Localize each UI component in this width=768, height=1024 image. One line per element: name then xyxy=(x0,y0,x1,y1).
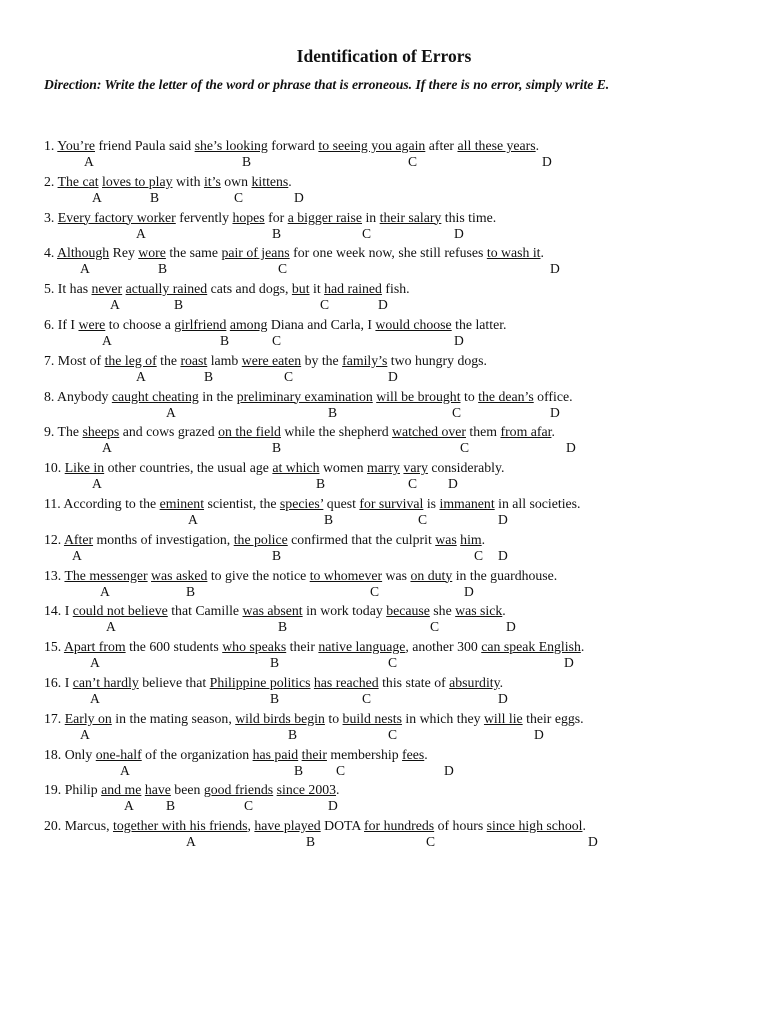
sentence-text: in the guardhouse. xyxy=(452,567,558,583)
choice-letter: A xyxy=(102,333,112,348)
sentence-text: 15. xyxy=(44,639,64,655)
sentence-text: to xyxy=(324,710,343,726)
choice-letter: D xyxy=(328,798,338,814)
choice-letter: D xyxy=(454,333,464,348)
sentence-text: 19. Philip xyxy=(44,782,102,798)
underlined-phrase: wild birds begin xyxy=(235,710,325,726)
choice-letter: D xyxy=(498,691,508,706)
sentence-text: friend Paula said xyxy=(95,138,195,153)
choice-letter: D xyxy=(448,476,458,492)
choice-letter: B xyxy=(166,798,176,814)
sentence-text: , another 300 xyxy=(405,639,482,655)
question-item xyxy=(44,674,744,710)
underlined-phrase: would choose xyxy=(375,317,452,332)
sentence-text: it xyxy=(309,281,325,297)
sentence-text: in the xyxy=(198,388,237,404)
choice-letter: A xyxy=(186,834,196,850)
sentence-text: Diana and Carla, I xyxy=(267,317,376,332)
sentence-text: 7. Most of xyxy=(44,352,105,368)
choice-letter: B xyxy=(270,655,280,671)
underlined-phrase: absurdity xyxy=(449,675,500,690)
question-item xyxy=(44,746,744,782)
choice-letter: B xyxy=(272,225,282,241)
underlined-phrase: him xyxy=(460,531,482,547)
sentence-text: in all societies. xyxy=(494,496,581,511)
underlined-phrase: marry xyxy=(367,460,400,476)
underlined-phrase: have played xyxy=(254,818,321,834)
choice-letter: D xyxy=(542,154,552,169)
choice-letter: C xyxy=(278,261,288,277)
choice-letter: D xyxy=(564,655,574,671)
underlined-phrase: was sick xyxy=(455,603,503,619)
sentence-text: . xyxy=(288,173,292,189)
underlined-phrase: the leg of xyxy=(104,352,157,368)
underlined-phrase: for hundreds xyxy=(364,818,435,834)
sentence-text: 3. xyxy=(44,209,58,225)
choice-letter: C xyxy=(272,333,282,348)
choice-letter: D xyxy=(498,512,508,527)
question-sentence xyxy=(44,602,506,620)
sentence-text: lamb xyxy=(207,352,242,368)
question-sentence xyxy=(44,710,584,728)
question-sentence xyxy=(44,209,496,227)
sentence-text: women xyxy=(319,460,368,476)
sentence-text: . xyxy=(551,424,555,440)
underlined-phrase: on duty xyxy=(410,567,453,583)
choice-letter: D xyxy=(294,189,304,205)
question-item xyxy=(44,531,744,567)
underlined-phrase: together with his friends xyxy=(112,818,248,834)
choice-letter: A xyxy=(188,512,198,527)
choice-letter: C xyxy=(430,619,440,635)
choice-letter: C xyxy=(388,655,398,671)
underlined-phrase: Every factory worker xyxy=(57,209,176,225)
underlined-phrase: immanent xyxy=(439,496,495,511)
underlined-phrase: Apart from xyxy=(63,639,126,655)
sentence-text: for xyxy=(264,209,288,225)
underlined-phrase: native language xyxy=(318,639,406,655)
underlined-phrase: will lie xyxy=(483,710,523,726)
underlined-phrase: a bigger raise xyxy=(287,209,363,225)
choice-letter: B xyxy=(288,726,298,742)
choice-letter: B xyxy=(316,476,326,492)
sentence-text: fervently xyxy=(175,209,233,225)
question-item xyxy=(44,459,744,495)
sentence-text: two hungry dogs. xyxy=(387,352,487,368)
underlined-phrase: never xyxy=(91,281,123,297)
underlined-phrase: their salary xyxy=(379,209,442,225)
sentence-text: and cows grazed xyxy=(119,424,219,440)
question-item xyxy=(44,602,744,638)
question-sentence xyxy=(44,495,581,513)
underlined-phrase: had rained xyxy=(324,281,382,297)
underlined-phrase: were xyxy=(78,317,106,332)
underlined-phrase: all these years xyxy=(457,138,536,153)
page-title: Identification of Errors xyxy=(296,46,472,66)
sentence-text: own xyxy=(220,173,252,189)
question-item xyxy=(44,781,744,817)
underlined-phrase: caught cheating xyxy=(111,388,199,404)
choice-letter: D xyxy=(550,261,560,277)
sentence-text: this time. xyxy=(441,209,497,225)
sentence-text: of hours xyxy=(434,818,487,834)
question-sentence xyxy=(44,423,555,441)
choice-letter: B xyxy=(272,547,282,563)
question-sentence xyxy=(44,781,339,799)
choice-letter: A xyxy=(124,798,134,814)
choice-letter: D xyxy=(378,297,388,313)
choice-letter: D xyxy=(388,368,398,384)
question-sentence xyxy=(44,316,506,334)
sentence-text: . xyxy=(580,639,585,655)
sentence-text: was xyxy=(382,567,411,583)
underlined-phrase: Like in xyxy=(64,460,105,476)
sentence-text: in the mating season, xyxy=(111,710,236,726)
underlined-phrase: will be brought xyxy=(376,388,461,404)
sentence-text: believe that xyxy=(138,675,210,690)
underlined-phrase: one-half xyxy=(95,746,142,762)
underlined-phrase: it’s xyxy=(203,173,221,189)
sentence-text: considerably. xyxy=(427,460,505,476)
question-sentence xyxy=(44,531,485,549)
sentence-text: that Camille xyxy=(167,603,243,619)
question-item xyxy=(44,316,744,352)
underlined-phrase: for survival xyxy=(359,496,424,511)
sentence-text: the xyxy=(156,352,181,368)
choice-letter: C xyxy=(234,189,244,205)
choice-letter: A xyxy=(102,440,112,456)
choice-letter: D xyxy=(454,225,464,241)
sentence-text: membership xyxy=(326,746,403,762)
underlined-phrase: eminent xyxy=(159,496,205,511)
underlined-phrase: good friends xyxy=(203,782,274,798)
sentence-text: she xyxy=(429,603,456,619)
choice-letter: D xyxy=(444,762,454,778)
underlined-phrase: vary xyxy=(403,460,428,476)
choice-letter: A xyxy=(110,297,120,313)
underlined-phrase: to seeing you again xyxy=(318,138,426,153)
question-item xyxy=(44,137,744,173)
underlined-phrase: among xyxy=(229,317,268,332)
choice-letter: C xyxy=(388,726,398,742)
question-item xyxy=(44,173,744,209)
underlined-phrase: actually rained xyxy=(125,281,208,297)
sentence-text: 4. xyxy=(44,245,58,261)
underlined-phrase: preliminary examination xyxy=(236,388,373,404)
choice-letter: B xyxy=(272,440,282,456)
choice-letter: C xyxy=(370,583,380,599)
question-item xyxy=(44,244,744,280)
sentence-text: 16. I xyxy=(44,675,73,690)
sentence-text: 6. If I xyxy=(44,317,79,332)
sentence-text: 8. Anybody xyxy=(44,388,112,404)
sentence-text: . xyxy=(336,782,340,798)
underlined-phrase: could not believe xyxy=(72,603,168,619)
sentence-text: while the shepherd xyxy=(280,424,393,440)
underlined-phrase: the police xyxy=(233,531,288,547)
underlined-phrase: Although xyxy=(57,245,110,261)
underlined-phrase: wore xyxy=(138,245,166,261)
sentence-text: , xyxy=(247,818,255,834)
sentence-text: forward xyxy=(267,138,319,153)
underlined-phrase: After xyxy=(63,531,94,547)
question-sentence xyxy=(44,280,410,298)
sentence-text: 1. xyxy=(44,138,58,153)
choice-letter: C xyxy=(244,798,254,814)
sentence-text: scientist, the xyxy=(204,496,280,511)
sentence-text: 11. According to the xyxy=(44,496,160,511)
underlined-phrase: and me xyxy=(101,782,142,798)
question-item xyxy=(44,817,744,853)
choice-letter: B xyxy=(150,189,160,205)
underlined-phrase: family’s xyxy=(342,352,388,368)
underlined-phrase: loves to play xyxy=(102,173,173,189)
underlined-phrase: has paid xyxy=(252,746,299,762)
underlined-phrase: at which xyxy=(272,460,320,476)
sentence-text: this state of xyxy=(378,675,450,690)
underlined-phrase: kittens xyxy=(251,173,289,189)
choice-letter: B xyxy=(174,297,184,313)
sentence-text: for one week now, she still refuses xyxy=(289,245,487,261)
underlined-phrase: was asked xyxy=(151,567,208,583)
choice-letter: B xyxy=(278,619,288,635)
underlined-phrase: roast xyxy=(180,352,208,368)
choice-letter: A xyxy=(136,225,146,241)
sentence-text: Rey xyxy=(109,245,139,261)
sentence-text: of the organization xyxy=(141,746,253,762)
direction-text: Direction: Write the letter of the word or phrase that is erroneous. If there is no error, simply write E. xyxy=(44,77,610,92)
choice-letter: A xyxy=(120,762,130,778)
sentence-text: DOTA xyxy=(320,818,365,834)
choice-letter: A xyxy=(92,189,102,205)
sentence-text: months of investigation, xyxy=(93,531,234,547)
underlined-phrase: hopes xyxy=(232,209,265,225)
sentence-text: the same xyxy=(165,245,222,261)
sentence-text: is xyxy=(423,496,440,511)
sentence-text: 17. xyxy=(44,710,65,726)
choice-letter: C xyxy=(408,154,418,169)
sentence-text: confirmed that the culprit xyxy=(287,531,436,547)
choice-letter: B xyxy=(324,512,334,527)
choice-letter: B xyxy=(158,261,168,277)
choice-letter: B xyxy=(220,333,230,348)
choice-letter: A xyxy=(92,476,102,492)
question-sentence xyxy=(44,638,584,656)
sentence-text: the latter. xyxy=(451,317,507,332)
choice-letter: A xyxy=(100,583,110,599)
sentence-text: 9. The xyxy=(44,424,83,440)
choice-letter: C xyxy=(460,440,470,456)
underlined-phrase: The messenger xyxy=(64,567,148,583)
question-sentence xyxy=(44,567,557,585)
underlined-phrase: were eaten xyxy=(241,352,302,368)
sentence-text: 14. I xyxy=(44,603,73,619)
choice-letter: D xyxy=(588,834,598,850)
sentence-text: . xyxy=(499,675,504,690)
choice-letter: D xyxy=(464,583,474,599)
underlined-phrase: since high school xyxy=(486,818,583,834)
sentence-text: 18. Only xyxy=(44,746,96,762)
underlined-phrase: watched over xyxy=(392,424,466,440)
underlined-phrase: on the field xyxy=(218,424,281,440)
sentence-text: other countries, the usual age xyxy=(104,460,273,476)
sentence-text: to xyxy=(460,388,479,404)
sentence-text: 5. It has xyxy=(44,281,92,297)
sentence-text: 12. xyxy=(44,531,64,547)
sentence-text: the 600 students xyxy=(125,639,223,655)
choice-letter: A xyxy=(136,368,146,384)
sentence-text: 2. xyxy=(44,173,58,189)
question-item xyxy=(44,567,744,603)
question-sentence xyxy=(44,746,428,764)
question-item xyxy=(44,209,744,245)
sentence-text: been xyxy=(170,782,204,798)
sentence-text: . xyxy=(424,746,428,762)
sentence-text: office. xyxy=(533,388,573,404)
choice-letter: C xyxy=(418,512,428,527)
underlined-phrase: she’s looking xyxy=(194,138,268,153)
question-item xyxy=(44,495,744,531)
underlined-phrase: their xyxy=(301,746,327,762)
choice-letter: B xyxy=(294,762,304,778)
sentence-text: 13. xyxy=(44,567,65,583)
choice-letter: A xyxy=(106,619,116,635)
choice-letter: B xyxy=(242,154,252,169)
choice-letter: D xyxy=(498,547,508,563)
sentence-text: 10. xyxy=(44,460,65,476)
question-sentence xyxy=(44,459,504,477)
choice-letter: D xyxy=(506,619,516,635)
choice-letter: C xyxy=(336,762,346,778)
sentence-text: . xyxy=(582,818,586,834)
sentence-text: their xyxy=(286,639,319,655)
underlined-phrase: since 2003 xyxy=(276,782,337,798)
question-sentence xyxy=(44,173,292,191)
underlined-phrase: can’t hardly xyxy=(72,675,139,690)
sentence-text: their eggs. xyxy=(522,710,584,726)
question-item xyxy=(44,423,744,459)
sentence-text: . xyxy=(481,531,486,547)
underlined-phrase: have xyxy=(144,782,171,798)
question-item xyxy=(44,638,744,674)
question-sentence xyxy=(44,244,544,262)
underlined-phrase: The cat xyxy=(57,173,99,189)
choice-letter: D xyxy=(566,440,576,456)
underlined-phrase: species’ xyxy=(279,496,324,511)
sentence-text: fish. xyxy=(381,281,410,297)
sentence-text: in xyxy=(362,209,380,225)
choice-letter: D xyxy=(534,726,544,742)
choice-letter: C xyxy=(426,834,436,850)
underlined-phrase: has reached xyxy=(313,675,379,690)
underlined-phrase: from afar xyxy=(500,424,552,440)
choice-letter: A xyxy=(90,691,100,706)
question-sentence xyxy=(44,817,586,835)
underlined-phrase: build nests xyxy=(342,710,402,726)
underlined-phrase: who speaks xyxy=(222,639,287,655)
choice-letter: C xyxy=(320,297,330,313)
choice-letter: A xyxy=(72,547,82,563)
underlined-phrase: Philippine politics xyxy=(209,675,311,690)
question-item xyxy=(44,388,744,424)
choice-letter: B xyxy=(270,691,280,706)
question-sentence xyxy=(44,352,487,370)
choice-letter: C xyxy=(452,404,462,420)
underlined-phrase: You’re xyxy=(57,138,95,153)
underlined-phrase: fees xyxy=(402,746,425,762)
question-sentence xyxy=(44,674,503,692)
sentence-text: in work today xyxy=(302,603,387,619)
underlined-phrase: Early on xyxy=(64,710,112,726)
question-item xyxy=(44,710,744,746)
sentence-text: after xyxy=(425,138,458,153)
choice-letter: B xyxy=(328,404,338,420)
sentence-text: in which they xyxy=(401,710,484,726)
choice-letter: B xyxy=(306,834,316,850)
choice-letter: C xyxy=(284,368,294,384)
sentence-text: . xyxy=(502,603,506,619)
question-sentence xyxy=(44,388,573,406)
underlined-phrase: girlfriend xyxy=(174,317,227,332)
underlined-phrase: to wash it xyxy=(486,245,541,261)
choice-letter: C xyxy=(474,547,484,563)
underlined-phrase: can speak English xyxy=(481,639,581,655)
sentence-text: by the xyxy=(301,352,343,368)
choice-letter: B xyxy=(204,368,214,384)
sentence-text: quest xyxy=(323,496,360,511)
sentence-text: cats and dogs, xyxy=(207,281,292,297)
sentence-text: to give the notice xyxy=(207,567,310,583)
underlined-phrase: was absent xyxy=(242,603,303,619)
sentence-text: . xyxy=(535,138,540,153)
underlined-phrase: was xyxy=(435,531,457,547)
underlined-phrase: sheeps xyxy=(82,424,120,440)
question-sentence xyxy=(44,137,539,155)
question-item xyxy=(44,280,744,316)
choice-letter: C xyxy=(408,476,418,492)
choice-letter: A xyxy=(166,404,176,420)
sentence-text: . xyxy=(540,245,544,261)
underlined-phrase: the dean’s xyxy=(478,388,534,404)
underlined-phrase: but xyxy=(291,281,310,297)
choice-letter: C xyxy=(362,691,372,706)
choice-letter: A xyxy=(84,154,94,169)
sentence-text: 20. Marcus, xyxy=(44,818,113,834)
choice-letter: B xyxy=(186,583,196,599)
choice-letter: D xyxy=(550,404,560,420)
sentence-text: to choose a xyxy=(105,317,175,332)
underlined-phrase: pair of jeans xyxy=(221,245,290,261)
choice-letter: C xyxy=(362,225,372,241)
sentence-text: them xyxy=(465,424,501,440)
sentence-text: with xyxy=(172,173,204,189)
underlined-phrase: because xyxy=(386,603,430,619)
choice-letter: A xyxy=(80,261,90,277)
question-item xyxy=(44,352,744,388)
underlined-phrase: to whomever xyxy=(309,567,383,583)
choice-letter: A xyxy=(80,726,90,742)
choice-letter: A xyxy=(90,655,100,671)
